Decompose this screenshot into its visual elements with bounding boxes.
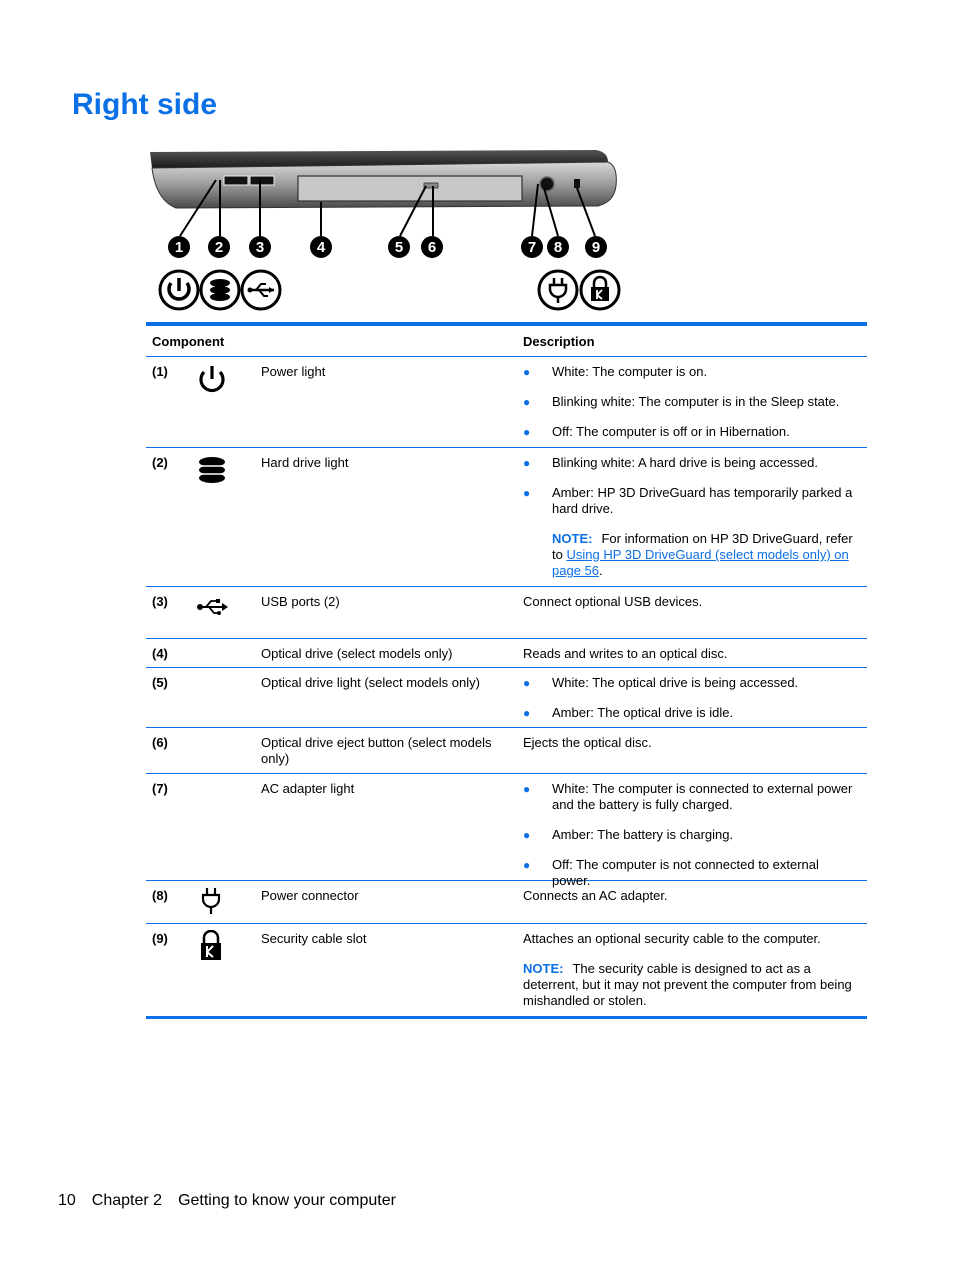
table-header [146,326,867,357]
table-row [146,639,867,668]
note: NOTE: The security cable is designed to act as a deterrent, but it may not prevent the computer from being mishandled or stolen. [523,961,852,1008]
driveguard-link[interactable]: Using HP 3D DriveGuard (select models only) on page 56 [552,547,849,578]
component-name: Optical drive eject button (select models only) [261,735,492,766]
note-label: NOTE: [552,531,593,546]
svg-text:1: 1 [174,239,184,256]
table-row [146,587,867,639]
row-number: (4) [152,646,168,661]
row-number: (5) [152,675,168,690]
security-lock-icon [190,924,255,1016]
callout-3 [249,236,271,258]
figure-usb-icon [242,271,280,309]
svg-text:6: 6 [427,239,437,256]
description: Connects an AC adapter. [523,888,668,903]
description: Connect optional USB devices. [523,594,703,609]
row-number: (9) [152,931,168,946]
note: NOTE: For information on HP 3D DriveGuard, refer to Using HP 3D DriveGuard (select models only) on page 56. [552,531,853,578]
power-plug-icon [190,881,255,923]
component-name: Power connector [261,888,359,903]
header-description: Description [523,333,595,349]
page-footer [58,1192,396,1210]
description: ● Blinking white: A hard drive is being accessed. ● Amber: HP 3D DriveGuard has temporarily parked a hard drive. NOTE: For information on HP 3D DriveGuard, refer to Using HP 3D DriveGuard (select models only) on page 56. [517,448,867,586]
svg-text:2: 2 [214,239,224,256]
row-number: (7) [152,781,168,796]
description: Reads and writes to an optical disc. [523,646,728,661]
table-row [146,357,867,448]
figure-security-lock-icon [581,271,619,309]
figure-power-icon [160,271,198,309]
svg-text:3: 3 [255,239,265,256]
page-number: 10 [58,1192,76,1209]
row-number: (2) [152,455,168,470]
description: ● White: The computer is connected to external power and the battery is fully charged. ● Amber: The battery is charging. ● Off: The computer is not connected to external power. [523,781,853,888]
callout-8 [547,236,569,258]
svg-text:8: 8 [553,239,563,256]
power-icon [190,357,255,447]
component-name: Hard drive light [261,455,349,470]
laptop-right-side-illustration [146,140,626,315]
table-row [146,774,867,888]
svg-text:7: 7 [527,239,537,256]
component-name: Security cable slot [261,931,367,946]
figure-hard-drive-icon [201,271,239,309]
figure-power-plug-icon [539,271,577,309]
description: ● White: The optical drive is being accessed. ● Amber: The optical drive is idle. [523,675,799,720]
callout-7 [521,236,543,258]
table-row [146,924,867,1019]
components-table [146,322,867,1019]
svg-text:4: 4 [316,239,326,256]
note-label: NOTE: [523,961,564,976]
svg-text:5: 5 [394,239,404,256]
row-number: (3) [152,594,168,609]
callout-9 [585,236,607,258]
table-row [146,881,867,924]
row-number: (6) [152,735,168,750]
chapter-label: Chapter 2 [91,1192,163,1209]
callout-numbers [168,236,607,258]
component-name: Power light [261,364,326,379]
description: Ejects the optical disc. [523,735,652,750]
component-name: USB ports (2) [261,594,340,609]
callout-6 [421,236,443,258]
callout-2 [208,236,230,258]
header-component: Component [152,333,225,349]
table-row [146,728,867,774]
component-name: Optical drive (select models only) [261,646,453,661]
table-row [146,668,867,728]
callout-1 [168,236,190,258]
page-title: Right side [72,88,218,121]
row-number: (1) [152,364,168,379]
usb-icon [190,587,255,638]
component-name: Optical drive light (select models only) [261,675,480,690]
hard-drive-icon [190,448,255,586]
description: Attaches an optional security cable to the computer. NOTE: The security cable is designed to act as a deterrent, but it may not prevent the computer from being mishandled or stolen. [517,924,867,1016]
chapter-title: Getting to know your computer [178,1192,396,1209]
component-name: AC adapter light [261,781,355,796]
table-row [146,448,867,587]
callout-4 [310,236,332,258]
row-number: (8) [152,888,168,903]
description: ● White: The computer is on. ● Blinking white: The computer is in the Sleep state. ● Off: The computer is off or in Hibernation. [523,364,840,439]
callout-5 [388,236,410,258]
svg-text:9: 9 [591,239,601,256]
